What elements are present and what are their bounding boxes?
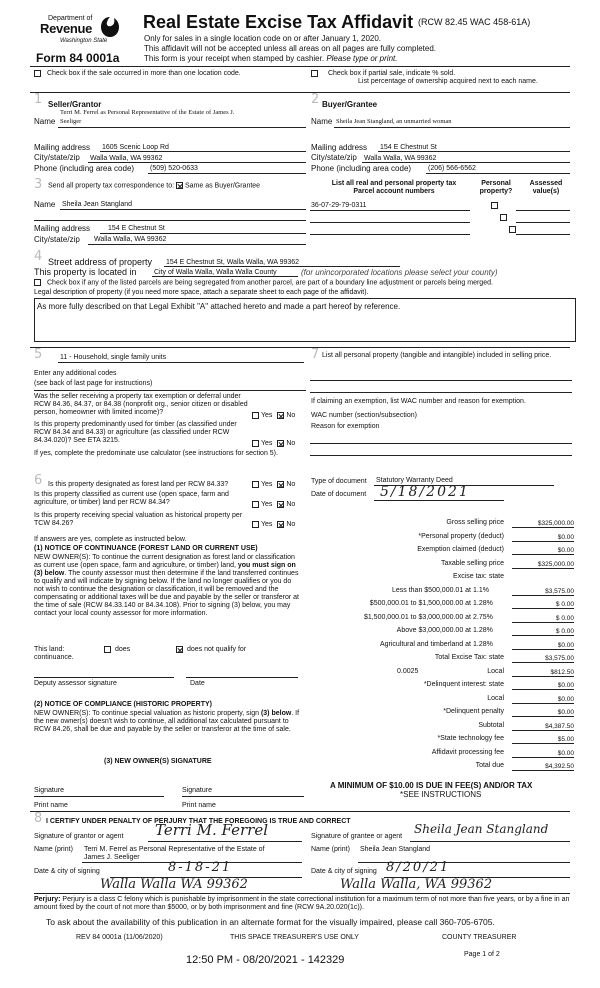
grantee-name-label: Name (print): [311, 846, 350, 853]
calc-row-label: Excise tax: state: [453, 573, 504, 580]
calc-row: [311, 641, 576, 655]
tax-corr-city-value[interactable]: Walla Walla, WA 99362: [94, 236, 167, 243]
personal-property-checkbox-1[interactable]: [491, 202, 498, 209]
deputy-date-label: Date: [190, 680, 205, 687]
buyer-mailing-value[interactable]: 154 E Chestnut St: [380, 144, 437, 151]
section-3-number: 3: [34, 177, 43, 192]
timber-no-checkbox[interactable]: [277, 440, 284, 447]
perjury-text: Perjury is a class C felony which is punishable by imprisonment in the state correctional institution for a maximum term of not more than five years, or by a fine in an amount fixed by the court of not more than $5000, or by both imprisonment and fine (RCW 9A.20.020(1c)).: [34, 896, 570, 912]
notice-continuance-text-c: . The county assessor must then determine if the land transferred continues to qualify and will indicate by signing below. If the land no longer qualifies or you do not wish to continue the designation or classification, it will be removed and the compensating or additional taxes will be due and payable by the seller or transferor at the time of sale (RCW 84.33.140 or 84.34.108). Prior to signing (3) below, you may contact your local county assessor for more information.: [34, 570, 299, 618]
calc-row-label: Subtotal: [478, 721, 504, 729]
header-note1: Only for sales in a single location code on or after January 1, 2020.: [144, 34, 382, 43]
exemption-yes-label: Yes: [261, 412, 273, 420]
grantor-signature[interactable]: Terri M. Ferrel: [155, 821, 268, 839]
section-1-number: 1: [34, 92, 43, 107]
forest-q1-no-label: No: [286, 481, 296, 489]
calc-row-value[interactable]: $0.00: [512, 750, 574, 758]
calc-row-label: *Delinquent penalty: [443, 708, 504, 715]
calc-row: [311, 654, 576, 668]
segregated-checkbox[interactable]: [34, 279, 41, 286]
personal-property-checkbox-2[interactable]: [500, 214, 507, 221]
calc-row: [311, 695, 576, 709]
header-note3b: Please type or print.: [326, 54, 398, 63]
timber-no-label: No: [286, 440, 296, 448]
notice-compliance-text: [34, 710, 302, 734]
calc-row-label: $1,500,000.01 to $3,000,000.00 at: [363, 613, 471, 621]
tax-corr-label: Send all property tax correspondence to:: [48, 182, 175, 190]
recording-stamp: 12:50 PM - 08/20/2021 - 142329: [186, 954, 345, 966]
calc-row-value[interactable]: $3,575.00: [512, 655, 574, 663]
forest-q3-no-checkbox[interactable]: [277, 521, 284, 528]
forest-question-1: Is this property designated as forest land per RCW 84.33?: [48, 481, 229, 488]
forest-q1-yes-no: [252, 481, 295, 489]
new-owner-print-label-1: Print name: [34, 802, 68, 809]
dept-line3: Washington State: [60, 38, 108, 44]
treasurer-space-label: THIS SPACE TREASURER'S USE ONLY: [230, 934, 359, 941]
forest-if-yes: If answers are yes, complete as instructed below.: [34, 536, 187, 543]
calc-row-label: Above $3,000,000.00 at: [396, 627, 471, 634]
land-does-row: [104, 646, 130, 654]
calc-row-sublabel: Local: [487, 667, 504, 675]
parcel-col2-header-a: Personal: [481, 180, 511, 187]
seller-phone-label: Phone (including area code): [34, 164, 135, 173]
continuance-label: continuance.: [34, 654, 74, 661]
new-owner-signature-title: (3) NEW OWNER(S) SIGNATURE: [104, 758, 212, 765]
forest-q2-no-checkbox[interactable]: [277, 501, 284, 508]
calc-row: [311, 722, 576, 736]
doc-date-value[interactable]: 5/18/2021: [380, 484, 470, 500]
land-does-checkbox[interactable]: [104, 646, 111, 653]
buyer-name-label: Name: [311, 117, 333, 126]
parcel-col1-header: [314, 180, 474, 196]
dept-line2: Revenue: [40, 21, 93, 36]
partial-sale-label: Check box if partial sale, indicate % sold.: [327, 70, 456, 78]
exemption-reason-label: Reason for exemption: [311, 423, 380, 430]
grantee-city-value[interactable]: Walla Walla, WA 99362: [340, 877, 493, 892]
calc-row: [311, 533, 576, 547]
land-does-not-row: [176, 646, 246, 654]
calc-row-value[interactable]: $ 0.00: [512, 601, 574, 609]
section-5-number: 5: [34, 347, 43, 362]
land-does-label: does: [115, 646, 131, 654]
multi-location-row: [34, 70, 241, 78]
new-owner-print-label-2: Print name: [182, 802, 216, 809]
calc-row-value[interactable]: $0.00: [512, 534, 574, 542]
calc-row-label: *Personal property (deduct): [418, 532, 504, 540]
calc-row: [311, 735, 576, 749]
calc-row-value[interactable]: $0.00: [512, 642, 574, 650]
located-value[interactable]: City of Walla Walla, Walla Walla County: [154, 269, 277, 276]
timber-yes-checkbox[interactable]: [252, 440, 259, 447]
notice-compliance-text-b: (3) below: [260, 710, 292, 717]
county-treasurer-label: COUNTY TREASURER: [442, 934, 517, 941]
forest-q1-no-checkbox[interactable]: [277, 481, 284, 488]
seller-mailing-label: Mailing address: [34, 143, 91, 152]
doc-type-value[interactable]: Statutory Warranty Deed: [376, 477, 453, 484]
header-note2: This affidavit will not be accepted unless all areas on all pages are fully completed.: [144, 44, 437, 53]
tax-calculation-table: [311, 519, 576, 776]
wac-number-label: WAC number (section/subsection): [311, 412, 417, 419]
calc-row-label: Total due: [475, 762, 504, 769]
calc-row-value[interactable]: $325,000.00: [512, 520, 574, 528]
grantee-sig-label: Signature of grantee or agent: [311, 833, 403, 840]
calc-row: [311, 668, 576, 682]
forest-q2-no-label: No: [286, 501, 296, 509]
calc-row-label: 0.0025: [397, 667, 419, 675]
exemption-no-label: No: [286, 412, 296, 420]
partial-sale-label-2: List percentage of ownership acquired next to each name.: [358, 78, 538, 86]
section-2-number: 2: [311, 92, 320, 107]
calc-row-value[interactable]: $325,000.00: [512, 561, 574, 569]
seller-phone-value[interactable]: (509) 520-0633: [150, 165, 198, 172]
land-does-not-label: does not qualify for: [187, 646, 247, 654]
grantee-name-value: Sheila Jean Stangland: [360, 846, 431, 853]
parcel-col2-header-b: property?: [479, 188, 513, 196]
use-code-value[interactable]: 11 - Household, single family units: [60, 354, 167, 361]
doc-type-label: Type of document: [311, 478, 367, 485]
tax-corr-row: [48, 182, 260, 190]
calc-row-rate: 1.1%: [473, 586, 489, 594]
forest-q3-yes-no: [252, 521, 295, 529]
new-owner-sig-label-2: Signature: [182, 787, 212, 794]
calc-row: [311, 614, 576, 628]
forest-q1-yes-checkbox[interactable]: [252, 481, 259, 488]
calc-row-label: Gross selling price: [446, 519, 504, 526]
page-number: Page 1 of 2: [464, 951, 500, 958]
minimum-due-line2: *SEE INSTRUCTIONS: [400, 790, 482, 799]
calc-row-value[interactable]: $ 0.00: [512, 628, 574, 636]
calc-row-value[interactable]: $4,387.50: [512, 723, 574, 731]
dept-logo: [38, 14, 118, 52]
same-as-buyer-label: Same as Buyer/Grantee: [184, 182, 261, 190]
timber-yes-no: [252, 440, 295, 448]
this-land-label: This land:: [34, 646, 65, 653]
calc-row-label: Local: [487, 694, 504, 702]
calc-row-label: Agricultural and timberland at: [379, 640, 471, 648]
header-note3-row: [144, 54, 397, 63]
seller-city-label: City/state/zip: [34, 153, 80, 162]
same-as-buyer-checkbox[interactable]: [176, 182, 183, 189]
land-does-not-checkbox[interactable]: [176, 646, 183, 653]
rev-number: REV 84 0001a (11/06/2020): [76, 934, 163, 941]
timber-yes-label: Yes: [261, 440, 273, 448]
calc-row-rate: 1.28%: [473, 600, 493, 607]
forest-q1-yes-label: Yes: [261, 481, 273, 489]
calc-row: [311, 708, 576, 722]
notice-continuance-text-a: NEW OWNER(S): To continue the current designation as forest land or classification as current use (open space, farm and agriculture, or timber) land,: [34, 554, 295, 570]
header-note3: This form is your receipt when stamped by cashier.: [144, 54, 325, 63]
calc-row-label: Exemption claimed (deduct): [417, 546, 504, 553]
calc-row-label: Total Excise Tax: state: [434, 654, 504, 661]
calc-row-value[interactable]: $3,575.00: [512, 588, 574, 596]
forest-q3-yes-label: Yes: [261, 521, 273, 529]
multi-location-label: Check box if the sale occurred in more than one location code.: [46, 70, 241, 78]
buyer-heading: Buyer/Grantee: [322, 100, 378, 109]
calc-row: [311, 749, 576, 763]
parcel-col3-header-b: value(s): [532, 188, 560, 196]
multi-location-checkbox[interactable]: [34, 70, 41, 77]
buyer-phone-value[interactable]: (206) 566-6562: [428, 165, 476, 172]
buyer-city-label: City/state/zip: [311, 153, 357, 162]
notice-continuance-text-b: you must sign on (3) below: [34, 562, 296, 578]
calc-row: [311, 600, 576, 614]
legal-label: Legal description of property (if you need more space, attach a separate sheet to each page of the affidavit).: [34, 289, 369, 296]
calc-row-label: Less than $500,000.01 at: [391, 586, 471, 594]
tax-corr-name-value[interactable]: Sheila Jean Stangland: [62, 201, 133, 208]
legal-description-text: As more fully described on that Legal Exhibit "A" attached hereto and made a part hereof by reference.: [37, 302, 401, 311]
form-number: Form 84 0001a: [36, 51, 120, 65]
calc-row: [311, 560, 576, 574]
dept-line1: Department of: [48, 15, 93, 22]
calc-row-label: Taxable selling price: [440, 559, 504, 567]
calc-row-value[interactable]: $ 0.00: [512, 615, 574, 623]
parcel-number-1[interactable]: 36-07-29-79-0311: [311, 202, 367, 209]
calc-row: [311, 546, 576, 560]
parcel-col3-header: [522, 180, 570, 196]
alt-format-note: To ask about the availability of this publication in an alternate format for the visually impaired, please call 360-705-6705.: [46, 917, 495, 927]
calc-row-rate: 1.28%: [473, 640, 493, 648]
section-7-number: 7: [311, 347, 320, 362]
additional-codes-note: (see back of last page for instructions): [34, 380, 153, 387]
exemption-no-checkbox[interactable]: [277, 412, 284, 419]
certify-text: I CERTIFY UNDER PENALTY OF PERJURY THAT THE FOREGOING IS TRUE AND CORRECT: [46, 818, 351, 825]
partial-sale-row: [311, 70, 538, 86]
rcw-ref: (RCW 82.45 WAC 458-61A): [418, 17, 531, 27]
perjury-label: Perjury:: [34, 896, 61, 903]
calc-row-value[interactable]: $4,392.50: [512, 763, 574, 771]
calc-row-label: *State technology fee: [437, 735, 504, 742]
calc-row-label: $500,000.01 to $1,500,000.00 at: [369, 600, 471, 607]
parcel-col2-header: [476, 180, 516, 196]
notice-compliance-text-a: NEW OWNER(S): To continue special valuation as historic property, sign: [34, 710, 261, 717]
wa-logo-icon: [100, 16, 120, 38]
section-4-number: 4: [34, 249, 43, 264]
calc-row-value[interactable]: $5.00: [512, 736, 574, 744]
located-label: This property is located in: [34, 267, 137, 277]
grantor-sig-label: Signature of grantor or agent: [34, 833, 124, 840]
calc-row: [311, 573, 576, 587]
grantor-date-value[interactable]: 8-18-21: [168, 860, 233, 875]
parcel-col1-header-a: List all real and personal property tax: [331, 180, 457, 187]
notice-continuance-text: [34, 554, 302, 618]
forest-q2-yes-checkbox[interactable]: [252, 501, 259, 508]
perjury-row: [34, 896, 574, 912]
exemption-question: Was the seller receiving a property tax exemption or deferral under RCW 84.36, 84.37, or 84.38 (nonprofit org., senior citizen or disabled person, homeowner with limited income)?: [34, 393, 248, 417]
segregated-row: [34, 279, 574, 287]
calc-row-value[interactable]: $0.00: [512, 682, 574, 690]
grantee-date-value[interactable]: 8/20/21: [386, 860, 451, 875]
timber-question: Is this property predominantly used for timber (as classified under RCW 84.34 and 84.33) or agriculture (as classified under RCW 84.34.020)? See ETA 3215.: [34, 421, 237, 445]
predominate-use-note: If yes, complete the predominate use calculator (see instructions for section 5).: [34, 450, 278, 457]
exemption-yes-no: [252, 412, 295, 420]
street-value[interactable]: 154 E Chestnut St, Walla Walla, WA 99362: [166, 259, 300, 266]
calc-row-value[interactable]: $812.50: [512, 669, 574, 677]
seller-name-line1: Terri M. Ferrel as Personal Representative of the Estate of James J.: [60, 109, 235, 116]
parcel-col1-header-b: Parcel account numbers: [353, 188, 435, 196]
calc-row-value[interactable]: $0.00: [512, 696, 574, 704]
segregated-label: Check box if any of the listed parcels are being segregated from another parcel, are part of a boundary line adjustment or parcels being merged.: [47, 279, 493, 287]
new-owner-sig-label-1: Signature: [34, 787, 64, 794]
tax-corr-mailing-label: Mailing address: [34, 224, 91, 233]
notice-compliance-title: (2) NOTICE OF COMPLIANCE (HISTORIC PROPERTY): [34, 701, 212, 708]
calc-row: [311, 681, 576, 695]
grantor-name-label: Name (print): [34, 846, 73, 853]
calc-row-value[interactable]: $0.00: [512, 547, 574, 555]
doc-date-label: Date of document: [311, 491, 367, 498]
grantee-date-label: Date & city of signing: [311, 868, 377, 875]
deputy-signature-label: Deputy assessor signature: [34, 680, 117, 687]
notice-continuance-title: (1) NOTICE OF CONTINUANCE (FOREST LAND OR CURRENT USE): [34, 545, 258, 552]
section-6-number: 6: [34, 473, 43, 488]
exemption-wac-note: If claiming an exemption, list WAC number and reason for exemption.: [311, 398, 526, 405]
exemption-yes-checkbox[interactable]: [252, 412, 259, 419]
page-title: Real Estate Excise Tax Affidavit: [143, 12, 414, 32]
grantor-name-line2: James J. Seeliger: [84, 854, 140, 861]
notice-compliance-text-c: . If the new owner(s) doesn't wish to continue, all additional tax calculated pursuant to RCW 84.26, shall be due and payable by the seller or transferor at the time of sale.: [34, 710, 300, 734]
tax-corr-mailing-value[interactable]: 154 E Chestnut St: [108, 225, 165, 232]
buyer-phone-label: Phone (including area code): [311, 164, 412, 173]
personal-property-text: List all personal property (tangible and intangible) included in selling price.: [322, 352, 552, 359]
grantor-date-label: Date & city of signing: [34, 868, 100, 875]
forest-q2-yes-no: [252, 501, 295, 509]
section-8-number: 8: [34, 811, 43, 826]
seller-name-label: Name: [34, 117, 56, 126]
calc-row-rate: 1.28%: [473, 627, 493, 634]
forest-question-2: Is this property classified as current use (open space, farm and agriculture, or timber) land per RCW 84.34?: [34, 491, 229, 507]
located-note: (for unincorporated locations please select your county): [301, 268, 498, 277]
calc-row-rate: 2.75%: [473, 613, 493, 621]
buyer-mailing-label: Mailing address: [311, 143, 368, 152]
grantee-signature[interactable]: Sheila Jean Stangland: [414, 822, 549, 836]
tax-corr-city-label: City/state/zip: [34, 235, 80, 244]
calc-row: [311, 519, 576, 533]
calc-row: [311, 762, 576, 776]
forest-q3-yes-checkbox[interactable]: [252, 521, 259, 528]
seller-city-value[interactable]: Walla Walla, WA 99362: [90, 155, 163, 162]
forest-q2-yes-label: Yes: [261, 501, 273, 509]
forest-question-3: Is this property receiving special valuation as historical property per TCW 84.26?: [34, 512, 243, 528]
calc-row-label: *Delinquent interest: state: [423, 681, 504, 688]
tax-corr-name-label: Name: [34, 200, 56, 209]
grantor-name-line1: Terri M. Ferrel as Personal Representative of the Estate of: [84, 846, 265, 853]
parcel-col3-header-a: Assessed: [529, 180, 563, 187]
additional-codes-label: Enter any additional codes: [34, 370, 117, 377]
minimum-due-line1: A MINIMUM OF $10.00 IS DUE IN FEE(S) AND/OR TAX: [330, 781, 533, 790]
partial-sale-checkbox[interactable]: [311, 70, 318, 77]
calc-row-label: Affidavit processing fee: [431, 748, 504, 756]
buyer-name-value[interactable]: Sheila Jean Stangland, an unmarried woman: [336, 118, 452, 125]
buyer-city-value[interactable]: Walla Walla, WA 99362: [364, 155, 437, 162]
forest-q3-no-label: No: [286, 521, 296, 529]
seller-mailing-value[interactable]: 1605 Scenic Loop Rd: [102, 144, 169, 151]
seller-name-line2: Seeliger: [60, 118, 82, 125]
street-label: Street address of property: [48, 257, 153, 267]
personal-property-checkbox-3[interactable]: [509, 226, 516, 233]
grantor-city-value[interactable]: Walla Walla WA 99362: [100, 877, 248, 892]
seller-heading: Seller/Grantor: [48, 100, 102, 109]
calc-row: [311, 627, 576, 641]
legal-description-box[interactable]: [34, 298, 576, 342]
calc-row-value[interactable]: $0.00: [512, 709, 574, 717]
calc-row: [311, 587, 576, 601]
